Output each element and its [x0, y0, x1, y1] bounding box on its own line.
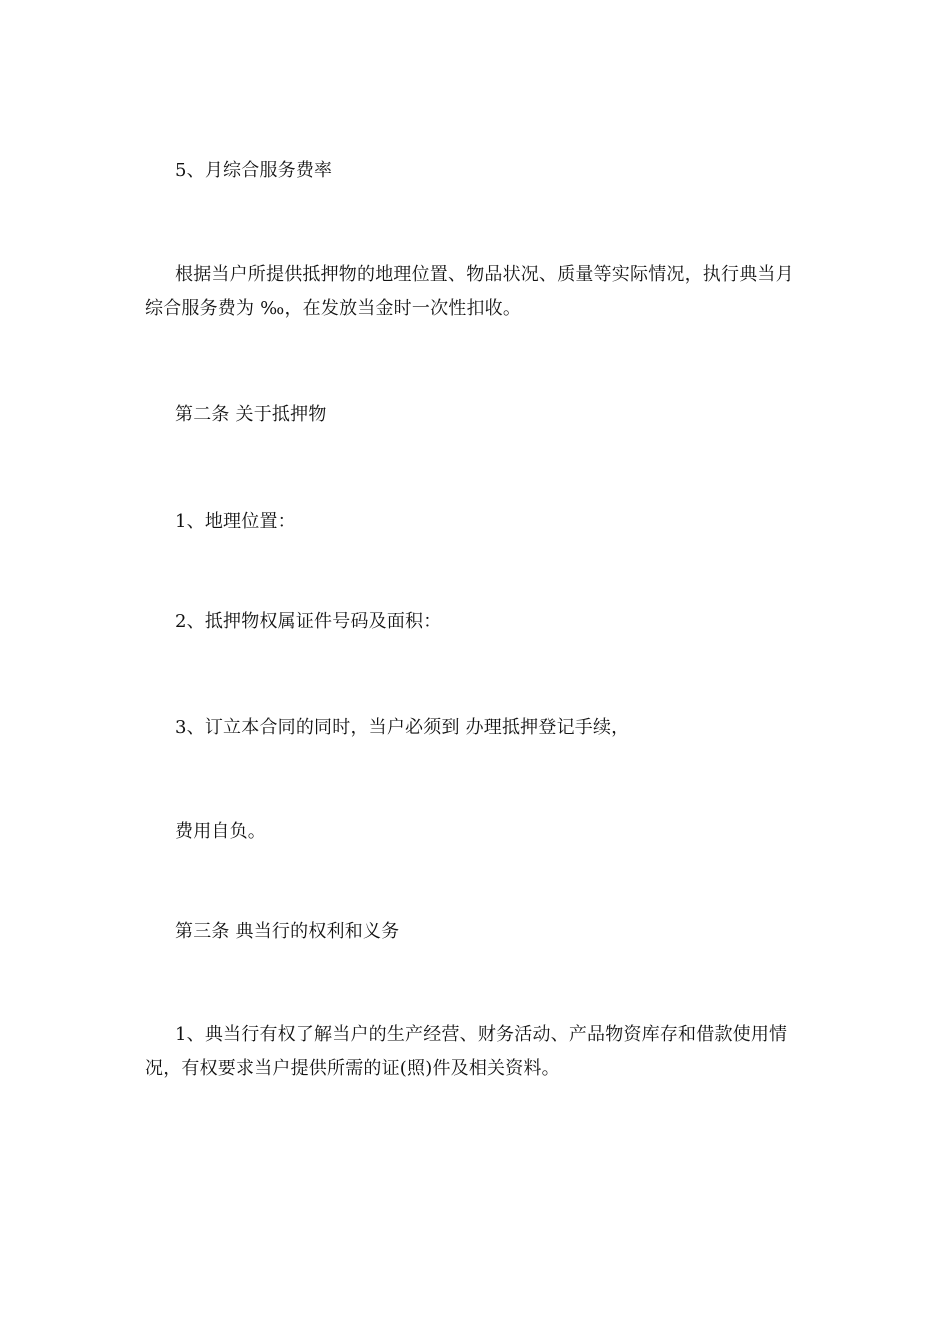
- clause-item-registration: 3、订立本合同的同时，当户必须到 办理抵押登记手续，: [175, 717, 630, 738]
- monthly-fee-description: 根据当户所提供抵押物的地理位置、物品状况、质量等实际情况，执行典当月综合服务费为 ‰，在发放当金时一次性扣收。: [145, 264, 794, 319]
- registration-cost-note: 费用自负。: [175, 821, 266, 842]
- clause-item-location: 1、地理位置：: [175, 511, 296, 532]
- clause-item-monthly-fee-rate: 5、月综合服务费率: [175, 160, 333, 181]
- article-three-heading: 第三条 典当行的权利和义务: [175, 921, 400, 942]
- pawnshop-rights-item-one: 1、典当行有权了解当户的生产经营、财务活动、产品物资库存和借款使用情况，有权要求当户提供所需的证(照)件及相关资料。: [145, 1024, 788, 1079]
- article-two-heading: 第二条 关于抵押物: [175, 404, 327, 425]
- clause-item-certificate-area: 2、抵押物权属证件号码及面积：: [175, 611, 442, 632]
